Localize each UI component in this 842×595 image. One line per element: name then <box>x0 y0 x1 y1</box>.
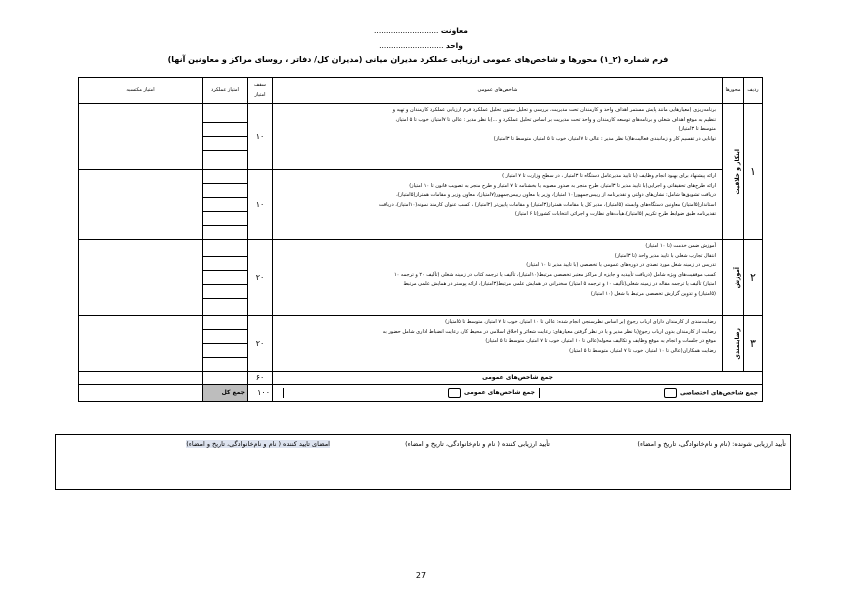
general-sum-value: ۶۰ <box>248 372 273 385</box>
score-input[interactable] <box>203 170 247 184</box>
indicator-line: انتقال تجارب شغلی با تایید مدیر واحد (تا ۳امتیاز) <box>614 252 716 259</box>
general-sum-acquired[interactable] <box>79 372 203 385</box>
area-label: رضایتمندی <box>734 327 742 360</box>
performance-cell <box>203 316 248 372</box>
indicator-line: تنظیم به موقع اهداف شغلی و برنامه‌های توسعه کارمندان و واحد تحت مدیریت بر اساس تحلیل عملکرد و ...)با نظر مدیر : عالی تا ۷امتیاز، خوب تا ۵ امتیاز، <box>395 116 716 123</box>
header-performance: امتیاز عملکرد <box>203 78 248 104</box>
specific-sum-label: جمع شاخص‌های اختصاصی <box>679 389 758 397</box>
general-sum-option[interactable] <box>405 388 540 398</box>
indicator-line: موقع در جلسات و انجام به موقع وظایف و تکالیف محوله(عالی تا ۱۰ امتیاز، خوب تا ۷ امتیاز، متوسط تا ۵ امتیاز) <box>485 338 716 345</box>
indicator-cell <box>273 104 723 170</box>
total-row <box>79 385 763 402</box>
indicator-line: متوسط تا ۳امتیاز) <box>678 126 716 133</box>
table-row <box>79 104 763 170</box>
general-sum-checkbox[interactable] <box>448 388 461 398</box>
row-number: ۲ <box>744 240 763 316</box>
evaluatee-signature[interactable]: تأیید ارزیابی شونده: (نام و نام‌خانوادگی، تاریخ و امضاء) <box>637 440 786 448</box>
total-acquired[interactable] <box>79 385 203 402</box>
indicator-line: دریافت تشویق‌ها شامل: نشان‌های دولتی و تقدیرنامه از رییس‌جمهور(۱۰ امتیاز)، وزیر یا معاون رییس‌جمهور(۷امتیاز)، معاون وزیر و مقامات همتراز(۵امتیاز)، <box>396 192 716 199</box>
ceiling-score: ۲۰ <box>248 316 273 372</box>
ceiling-score: ۲۰ <box>248 240 273 316</box>
score-input[interactable] <box>203 198 247 212</box>
general-sum-row <box>79 372 763 385</box>
header-indicators: شاخص‌های عمومی <box>273 78 723 104</box>
performance-cell <box>203 170 248 240</box>
area-cell <box>723 104 744 240</box>
indicator-line: رضایت‌مندی از کارمندان دارای ارباب رجوع (بر اساس نظرسنجی انجام شده: عالی تا ۱۰ امتیاز، خوب تا ۷ امتیاز، متوسط تا ۵امتیاز) <box>445 319 716 325</box>
acquired-score-cell[interactable] <box>79 316 203 372</box>
general-sum-check-label: جمع شاخص‌های عمومی <box>464 389 535 397</box>
general-sum-performance[interactable] <box>203 372 248 385</box>
evaluator-signature[interactable]: تأیید ارزیابی کننده ( نام و نام‌خانوادگی، تاریخ و امضاء) <box>405 440 550 448</box>
indicator-line: امتیاز) تألیف یا ترجمه مقاله در زمینه شغلی(تألیف ۱۰ و ترجمه ۵ امتیاز) سخنرانی در همایش علمی مرتبط(۳امتیاز)، ارائه پوستر در همایش علمی مرتبط <box>403 281 716 288</box>
performance-cell <box>203 240 248 316</box>
indicator-line: تدریس در زمینه شغل مورد تصدی در دوره‌های عمومی یا تخصصی (با تایید مدیر تا ۱۰ امتیاز) <box>526 262 716 269</box>
score-input[interactable] <box>203 358 247 372</box>
indicator-line: برنامه‌ریزی (معیارهایی مانند پایش مستمر اهداف واحد و کارمندان تحت مدیریت، بررسی و تحلیل ستون تحلیل عملکرد فرم ارزیابی عملکرد کارمندان و تهیه و <box>392 107 716 113</box>
score-input[interactable] <box>203 123 247 137</box>
signature-box <box>55 434 791 490</box>
acquired-score-cell[interactable] <box>79 240 203 316</box>
total-label: جمع کل <box>221 389 245 397</box>
total-value: ۱۰۰ <box>257 388 270 398</box>
total-cell <box>248 385 273 402</box>
score-input[interactable] <box>203 316 247 330</box>
header-acquired: امتیاز مکتسبه <box>79 78 203 104</box>
indicator-line: ارائه طرح‌های تحقیقاتی و اجرایی(با تایید مدیر تا ۳امتیاز، طرح منجر به صدور مصوبه یا بخشنامه تا ۷ امتیاز و طرح منجر به تصویب قانون تا ۱۰ امتیاز) <box>409 182 716 189</box>
row-number: ۱ <box>744 104 763 240</box>
area-cell <box>723 316 744 372</box>
acquired-score-cell[interactable] <box>79 104 203 170</box>
row-number: ۳ <box>744 316 763 372</box>
score-input[interactable] <box>203 243 247 257</box>
unit-dots: ........................... <box>379 41 444 50</box>
score-input[interactable] <box>203 212 247 226</box>
deputy-line <box>0 26 842 35</box>
indicator-cell <box>273 170 723 240</box>
acquired-score-cell[interactable] <box>79 170 203 240</box>
score-input[interactable] <box>203 344 247 358</box>
score-input[interactable] <box>203 271 247 285</box>
indicator-cell <box>273 240 723 316</box>
area-label: ابتکار و خلاقیت <box>734 148 742 195</box>
area-cell <box>723 240 744 316</box>
general-sum-label: جمع شاخص‌های عمومی <box>273 372 763 385</box>
score-input[interactable] <box>203 151 247 165</box>
total-checkbox-cell <box>273 385 763 402</box>
indicator-line: (۵امتیاز) و تدوین گزارش تخصصی مرتبط با شغل (۱۰ امتیاز) <box>590 290 716 297</box>
performance-cell <box>203 104 248 170</box>
table-row <box>79 240 763 316</box>
score-input[interactable] <box>203 184 247 198</box>
indicator-line: آموزش ضمن خدمت (تا ۱۰ امتیاز) <box>645 243 716 249</box>
form-title: فرم شماره (۲_۱) محورها و شاخص‌های عمومی ارزیابی عملکرد مدیران میانی (مدیران کل/ دفاتر ، روسای مراکز و معاونین آنها) <box>167 55 669 64</box>
indicator-cell <box>273 316 723 372</box>
ceiling-score: ۱۰ <box>248 104 273 170</box>
score-input[interactable] <box>203 257 247 271</box>
deputy-label: معاونت <box>440 26 468 35</box>
approver-signature[interactable]: امضای تایید کننده ( نام و نام‌خانوادگی، تاریخ و امضاء) <box>186 440 330 448</box>
evaluation-table <box>78 77 763 402</box>
header-row-number: ردیف <box>744 78 763 104</box>
score-input[interactable] <box>203 285 247 299</box>
indicator-line: تقدیرنامه طبق ضوابط طرح تکریم (۵امتیاز)،هیأت‌های نظارت و اجرائی انتخابات کشور(تا ۶ امتیاز) <box>514 211 716 218</box>
score-input[interactable] <box>203 226 247 240</box>
indicator-line: رضایت از کارمندان بدون ارباب رجوع(با نظر مدیر و یا در نظر گرفتن معیارهای: رعایت شعائر و اخلاق اسلامی در محیط کار، رعایت انضباط اداری شامل حضور به <box>382 328 716 335</box>
table-row <box>79 316 763 372</box>
score-input[interactable] <box>203 299 247 313</box>
page-number: 27 <box>415 571 427 580</box>
table-header-row <box>79 78 763 104</box>
deputy-dots: ........................... <box>374 26 439 35</box>
indicator-line: کسب موفقیت‌های ویژه شامل (دریافت تأییدیه و جایزه از مراکز معتبر تخصصی مرتبط(۱۰امتیاز)، تألیف یا ترجمه کتاب در زمینه شغلی (تألیف ۲۰ و ترجمه ۱۰ <box>393 271 716 278</box>
unit-label: واحد <box>445 41 463 50</box>
unit-line <box>0 41 842 50</box>
total-label-cell <box>203 385 248 402</box>
header-area: محورها <box>723 78 744 104</box>
indicator-line: استاندار(۵امتیاز) معاونین دستگاه‌های وابسته (۵امتیاز)، مدیر کل یا مقامات همتراز(۳امتیاز) و مقامات پایین‌تر (۲امتیاز) ، کسب عنوان کارمند نمونه(۱۰امتیاز)، دریافت <box>378 201 716 208</box>
header-ceiling: سقف امتیاز <box>248 78 273 104</box>
indicator-line: رضایت همکاران(عالی تا ۱۰ امتیاز، خوب تا ۷ امتیاز، متوسط تا ۵ امتیاز) <box>569 347 716 354</box>
indicator-line: توانایی در تقسیم کار و زمانبندی فعالیت‌ها(با نظر مدیر : عالی تا ۷امتیاز، خوب تا ۵ امتیاز، متوسط تا ۳امتیاز) <box>493 135 716 142</box>
specific-sum-option[interactable] <box>661 388 758 398</box>
table-row <box>79 170 763 240</box>
score-input[interactable] <box>203 137 247 151</box>
score-input[interactable] <box>203 330 247 344</box>
area-label: آموزش <box>734 266 742 289</box>
specific-sum-checkbox[interactable] <box>664 388 677 398</box>
indicator-line: ارائه پیشنهاد برای بهبود انجام وظایف (با تایید مدیرعامل دستگاه تا ۳امتیاز ، در سطح وزارت تا ۷ امتیاز ) <box>502 173 716 179</box>
score-input[interactable] <box>203 109 247 123</box>
ceiling-score: ۱۰ <box>248 170 273 240</box>
